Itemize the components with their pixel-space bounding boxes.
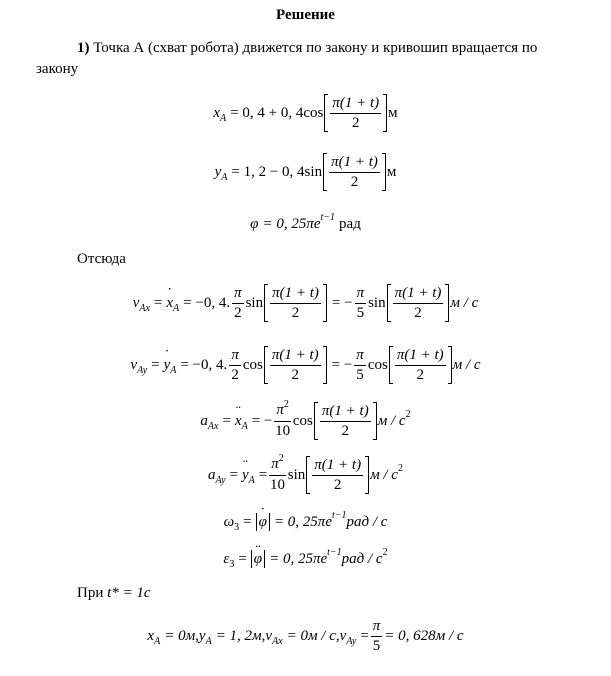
eq-eps-lhs: ε xyxy=(223,550,230,567)
eq-ya-den: 2 xyxy=(350,173,359,190)
eq-aay-lhs-sub: Ay xyxy=(215,474,226,486)
eq-aax-fsup: 2 xyxy=(283,399,289,410)
eq-vax-den: 2 xyxy=(291,304,300,321)
eq-aay-lhs: a xyxy=(208,466,216,483)
final-vay: v xyxy=(339,627,347,644)
eq-aax-unit-sup: 2 xyxy=(405,408,411,420)
intro-line-1 xyxy=(77,38,537,59)
eq-phi-lhs: φ xyxy=(250,215,259,232)
eq-aax-x-sub: A xyxy=(241,420,248,432)
eq-vay-unit: м / с xyxy=(452,356,481,373)
item-number: 1) xyxy=(77,40,90,56)
eq-vay-fnum: π xyxy=(229,347,241,366)
eq-aax-fn: cos xyxy=(292,412,313,429)
eq-ya-lhs: y xyxy=(214,163,222,180)
final-vay-sub: Ay xyxy=(346,635,357,647)
equation-epsilon: ε 3 = ¨ φ = 0, 25πe t−1 рад / с 2 xyxy=(0,547,611,571)
eq-vax-fn: sin xyxy=(245,294,264,311)
eq-eps-rhs: = 0, 25πe xyxy=(269,550,328,567)
final-vay-val: = 0, 628м / с xyxy=(384,627,464,644)
intro-text-1: Точка А (схват робота) движется по закону и кривошип вращается по xyxy=(93,40,538,56)
eq-vay-den: 2 xyxy=(291,366,299,383)
eq-eps-unit-sup: 2 xyxy=(382,546,388,558)
eq-vax-fn-2: sin xyxy=(368,294,386,311)
eq-omega-rhs: = 0, 25πe xyxy=(273,513,332,530)
eq-aay-unit: м / с xyxy=(370,466,398,483)
eq-phi-exp: t−1 xyxy=(320,211,336,223)
eq-vay-fn: cos xyxy=(242,356,263,373)
eq-vax-xdot: ˙ x xyxy=(166,295,173,312)
eq-vax-x-sub: A xyxy=(173,302,180,314)
eq-xa-rhs: = 0, 4 + 0, 4cos xyxy=(230,104,324,121)
eq-vax-fnum: π xyxy=(232,285,244,304)
eq-eps-unit: рад / с xyxy=(341,550,383,567)
eq-vay-fden: 2 xyxy=(231,366,239,383)
eq-aay-fden: 10 xyxy=(269,477,285,493)
eq-vax-gnum: π xyxy=(355,285,367,304)
eq-aay-fn: sin xyxy=(287,466,306,483)
eq-eps-lhs-sub: 3 xyxy=(229,558,235,570)
hence-label: Отсюда xyxy=(77,251,126,267)
eq-vay-num-2: π(1 + t) xyxy=(395,347,446,366)
at-prefix: При xyxy=(77,585,104,601)
eq-phi-rhs: = 0, 25πe xyxy=(262,215,321,232)
eq-omega-phidot: ˙ φ xyxy=(259,514,267,530)
eq-ya-num: π(1 + t) xyxy=(329,154,380,173)
eq-vay-den-2: 2 xyxy=(416,366,424,383)
eq-vax-lhs-sub: Ax xyxy=(139,302,150,314)
eq-vay-lhs: v xyxy=(130,356,138,373)
eq-vax-unit: м / с xyxy=(450,294,479,311)
final-vax-val: = 0м / с, xyxy=(286,627,340,644)
eq-aay-num: π(1 + t) xyxy=(312,457,363,476)
final-ya-val: = 1, 2м, xyxy=(215,627,266,644)
final-xa-sub: A xyxy=(154,635,161,647)
eq-aay-fsup: 2 xyxy=(278,453,284,464)
eq-xa-lhs-sub: A xyxy=(220,112,227,124)
equation-ya xyxy=(0,151,611,193)
eq-xa-num: π(1 + t) xyxy=(330,95,381,114)
equation-final-values xyxy=(0,614,611,658)
eq-aax-unit: м / с xyxy=(377,412,406,429)
equation-aay: a Ay = ¨ y A = $\frac{\pi^2}{10}$ sin $\frac{\pi(1 + t)}{2}$ м / с 2 xyxy=(0,453,611,497)
final-vay-eq: = xyxy=(360,627,369,644)
eq-eps-phiddot: ¨ φ xyxy=(254,551,262,567)
final-fnum: π xyxy=(371,618,383,637)
eq-ya-unit: м xyxy=(386,163,397,180)
final-xa-val: = 0м, xyxy=(164,627,199,644)
equation-phi xyxy=(0,212,611,236)
eq-aax-num: π(1 + t) xyxy=(320,403,371,422)
eq-vay-c2: = − xyxy=(331,356,353,373)
eq-vax-gden: 5 xyxy=(356,304,365,321)
final-ya: y xyxy=(198,627,206,644)
eq-vax-coef: = −0, 4. xyxy=(183,294,231,311)
eq-eps-exp: t−1 xyxy=(327,546,342,558)
eq-vay-lhs-sub: Ay xyxy=(137,364,148,376)
eq-vax-lhs: v xyxy=(132,294,140,311)
at-time-line xyxy=(77,583,151,604)
eq-ya-lhs-sub: A xyxy=(221,171,228,183)
eq-vay-ydot: ˙ y xyxy=(164,357,171,374)
final-fden: 5 xyxy=(372,637,381,654)
eq-phi-unit: рад xyxy=(339,215,361,232)
equation-omega: ω 3 = ˙ φ = 0, 25πe t−1 рад / с xyxy=(0,510,611,534)
equation-vay: v Ay = ˙ y A = −0, 4. $\frac{\pi}{2}$ cos $\frac{\pi(1 + t)}{2}$ = − $\frac{\pi}{5}$ cos $\frac{\pi(1 + t)}{2}$ м / с xyxy=(0,343,611,387)
eq-aax-den: 2 xyxy=(341,422,350,439)
eq-aay-den: 2 xyxy=(333,476,342,493)
eq-aax-fnum: π xyxy=(276,402,284,418)
eq-xa-unit: м xyxy=(388,104,398,121)
final-xa: x xyxy=(147,627,155,644)
at-condition: t* = 1с xyxy=(107,585,151,601)
solution-title: Решение xyxy=(276,7,335,23)
eq-xa-lhs: x xyxy=(213,104,221,121)
eq-omega-lhs: ω xyxy=(223,513,235,530)
eq-vay-y-sub: A xyxy=(170,364,177,376)
equation-xa xyxy=(0,92,611,134)
eq-vax-num: π(1 + t) xyxy=(270,285,321,304)
eq-aax-lhs-sub: Ax xyxy=(207,420,219,432)
eq-aax-fden: 10 xyxy=(275,423,291,439)
eq-vax-num-2: π(1 + t) xyxy=(393,285,444,304)
eq-aax-lhs: a xyxy=(200,412,208,429)
eq-vay-gden: 5 xyxy=(356,366,364,383)
eq-omega-exp: t−1 xyxy=(331,509,347,521)
equation-aax: a Ax = ¨ x A = − $\frac{\pi^2}{10}$ cos $\frac{\pi(1 + t)}{2}$ м / с 2 xyxy=(0,399,611,443)
eq-vay-gnum: π xyxy=(354,347,366,366)
eq-vay-fn-2: cos xyxy=(367,356,388,373)
eq-vax-den-2: 2 xyxy=(414,304,422,321)
eq-aay-coef: = xyxy=(258,466,268,483)
eq-aay-y-sub: A xyxy=(248,474,255,486)
eq-vay-coef: = −0, 4. xyxy=(180,356,228,373)
eq-ya-rhs: = 1, 2 − 0, 4sin xyxy=(231,163,323,180)
eq-omega-unit: рад / с xyxy=(346,513,388,530)
eq-vax-fden: 2 xyxy=(234,304,242,321)
eq-xa-den: 2 xyxy=(351,114,360,131)
intro-line-2: закону xyxy=(36,61,79,77)
eq-omega-lhs-sub: 3 xyxy=(234,521,240,533)
eq-aay-yddot: ¨ y xyxy=(242,467,249,484)
final-vax-sub: Ax xyxy=(272,635,283,647)
eq-aay-unit-sup: 2 xyxy=(397,462,403,474)
eq-vay-num: π(1 + t) xyxy=(270,347,321,366)
final-vax: v xyxy=(265,627,273,644)
final-ya-sub: A xyxy=(205,635,212,647)
eq-vax-c2: = − xyxy=(331,294,353,311)
equation-vax: v Ax = ˙ x A = −0, 4. $\frac{\pi}{2}$ sin $\frac{\pi(1 + t)}{2}$ = − $\frac{\pi}{5}$ sin $\frac{\pi(1 + t)}{2}$ м / с xyxy=(0,281,611,325)
eq-aax-coef: = − xyxy=(251,412,273,429)
eq-aay-fnum: π xyxy=(271,456,279,472)
eq-aax-xddot: ¨ x xyxy=(235,413,242,430)
